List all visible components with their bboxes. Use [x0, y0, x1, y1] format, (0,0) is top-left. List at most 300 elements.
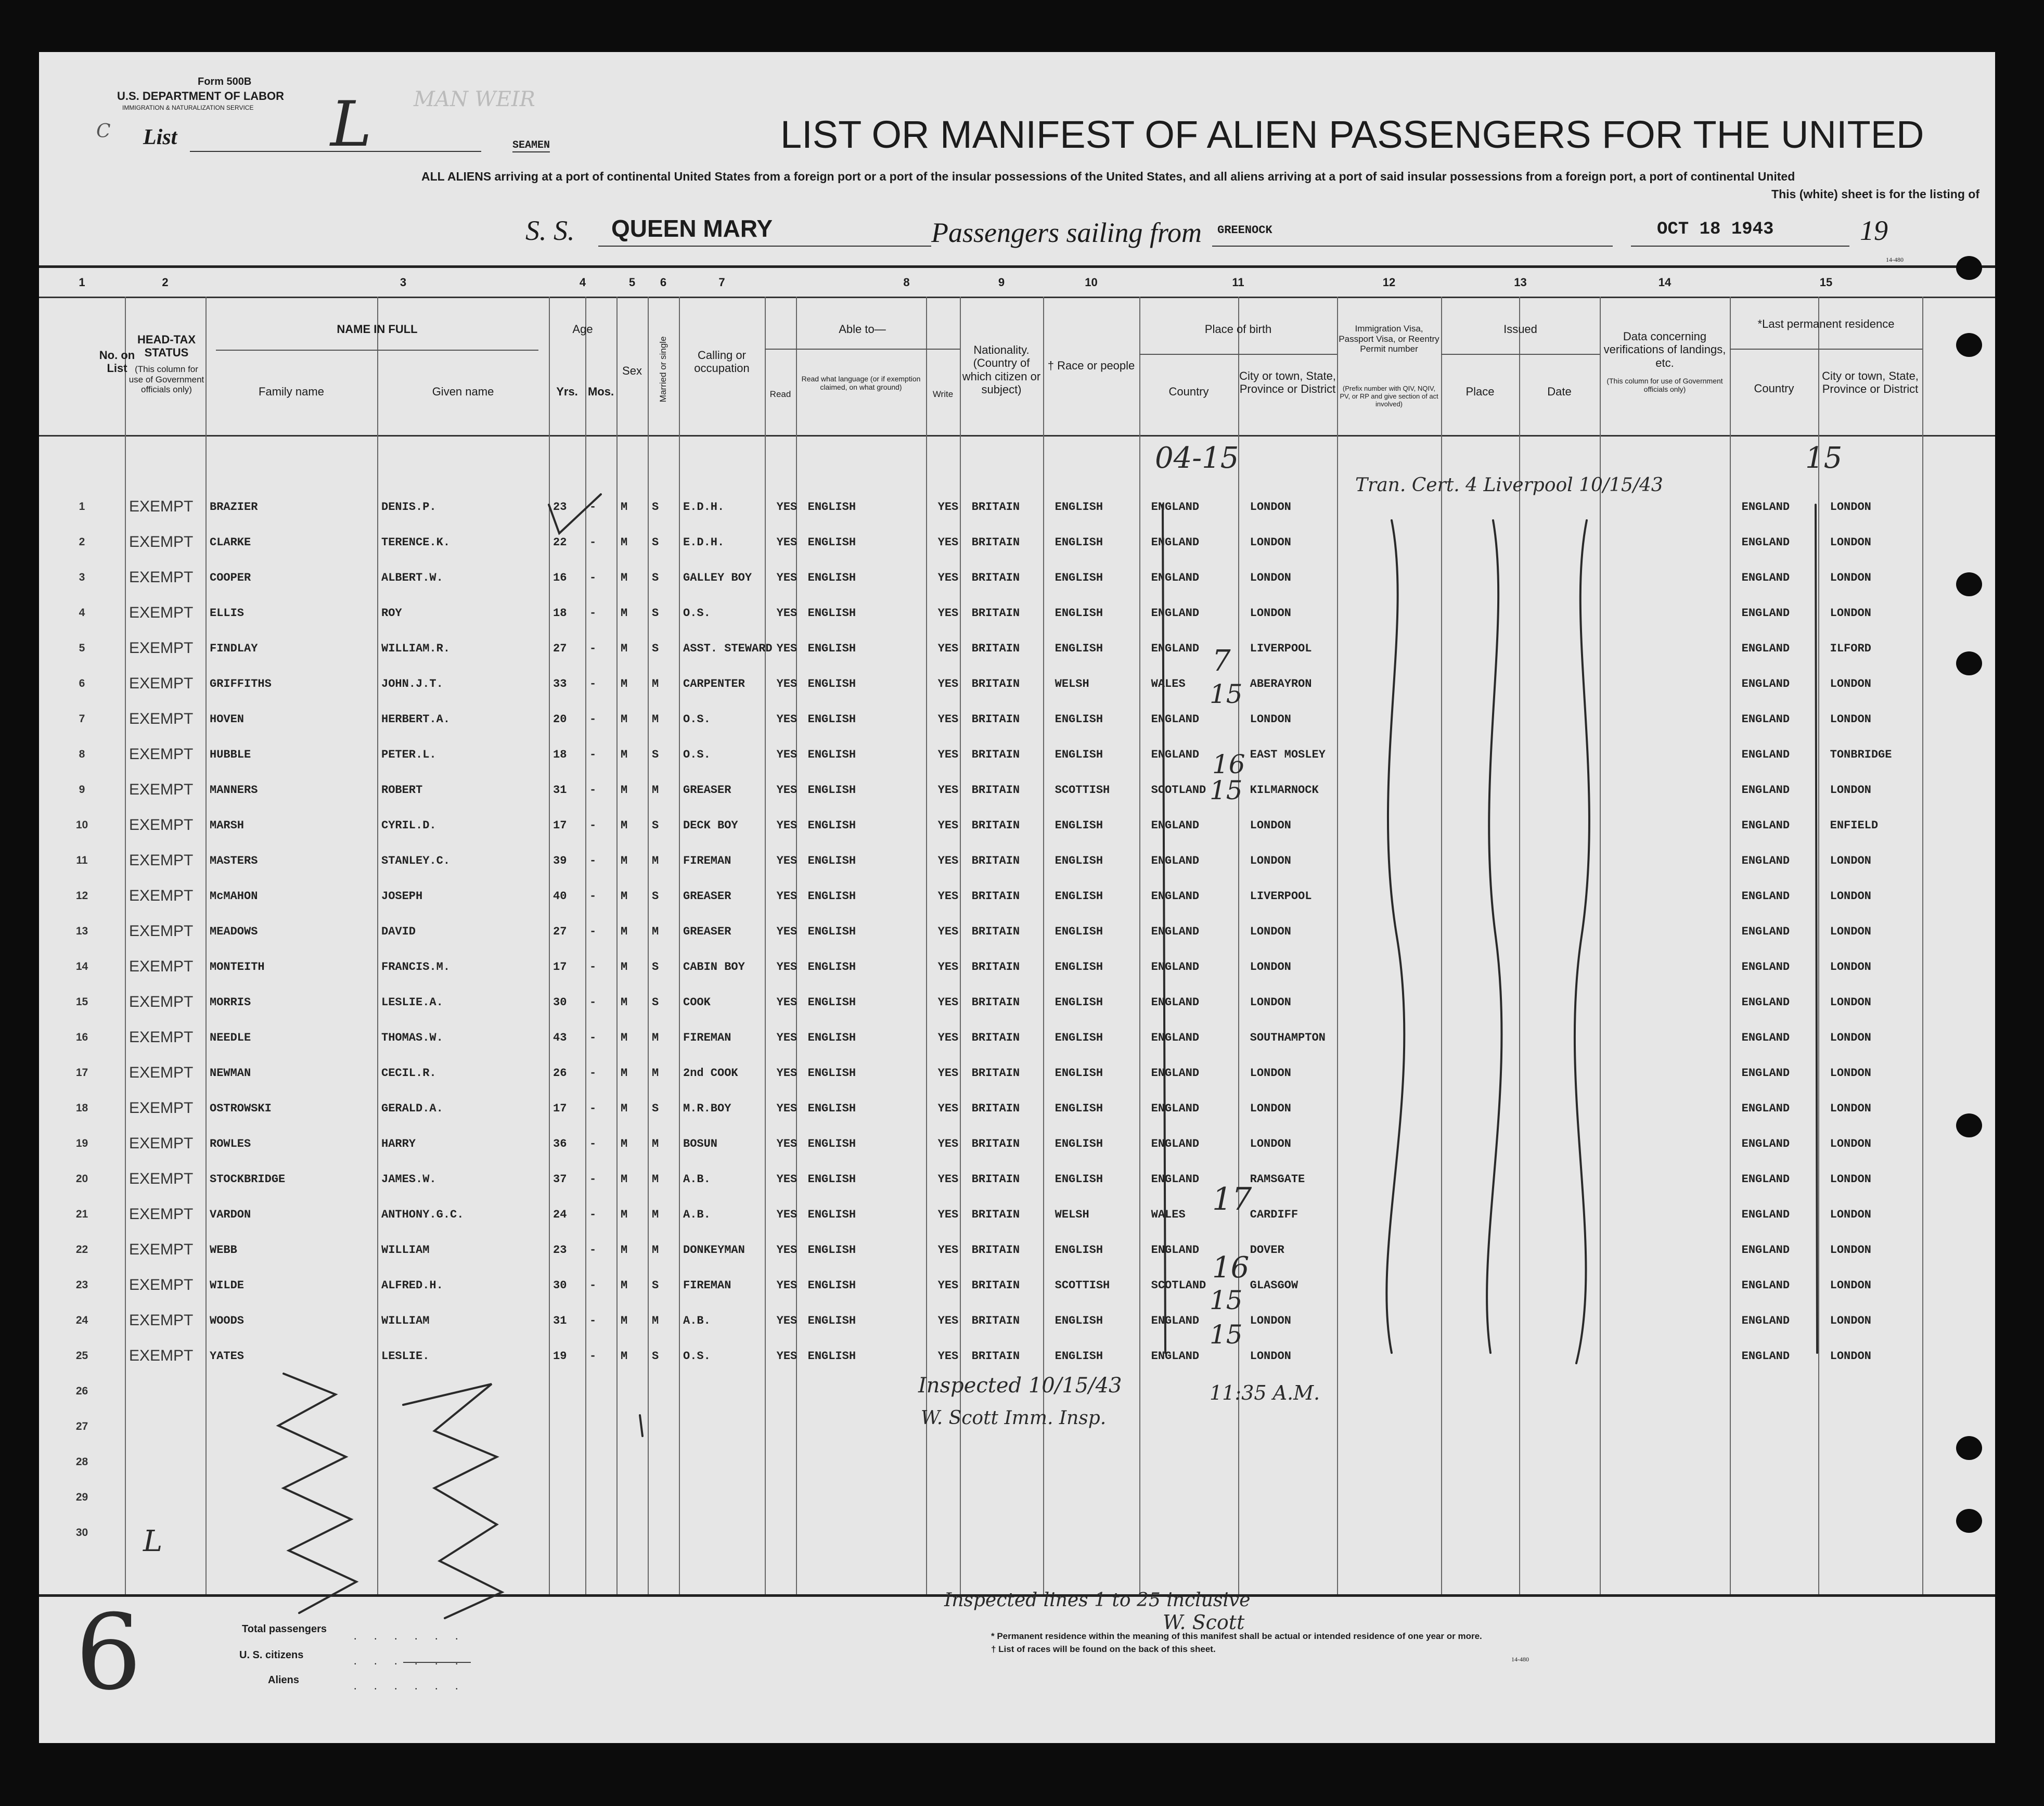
sex: M [621, 500, 628, 514]
punch-hole [1956, 1113, 1982, 1137]
can-read: YES [776, 1031, 798, 1044]
birth-country: ENGLAND [1151, 712, 1200, 726]
family-name: STOCKBRIDGE [210, 1172, 286, 1186]
residence-country: ENGLAND [1741, 748, 1790, 761]
col-number: 9 [998, 276, 1005, 289]
birth-country: ENGLAND [1151, 1172, 1200, 1186]
age-years: 20 [553, 712, 567, 726]
can-read: YES [776, 1349, 798, 1363]
can-read: YES [776, 854, 798, 867]
birth-city: LONDON [1250, 925, 1291, 938]
occupation: E.D.H. [683, 500, 725, 514]
read-language: ENGLISH [807, 535, 856, 549]
age-months: - [589, 1172, 597, 1186]
department: U.S. DEPARTMENT OF LABOR [117, 89, 285, 103]
punch-hole [1956, 1509, 1982, 1533]
birth-country: ENGLAND [1151, 1137, 1200, 1150]
nationality: BRITAIN [971, 1031, 1020, 1044]
birth-city: LONDON [1250, 1066, 1291, 1080]
age-years: 30 [553, 1278, 567, 1292]
can-read: YES [776, 995, 798, 1009]
can-read: YES [776, 925, 798, 938]
head-tax-status: EXEMPT [129, 1312, 194, 1329]
row-number: 24 [75, 1314, 88, 1326]
given-name: ALBERT.W. [381, 571, 443, 584]
nationality: BRITAIN [971, 748, 1020, 761]
given-name: LESLIE.A. [381, 995, 443, 1009]
occupation: O.S. [683, 712, 711, 726]
residence-country: ENGLAND [1741, 818, 1790, 832]
col-number: 15 [1819, 276, 1833, 289]
sex: M [621, 712, 628, 726]
married-status: S [652, 818, 659, 832]
nationality: BRITAIN [971, 925, 1020, 938]
married-status: M [652, 1137, 659, 1150]
sex: M [621, 783, 628, 797]
occupation: O.S. [683, 748, 711, 761]
read-language: ENGLISH [807, 1031, 856, 1044]
residence-country: ENGLAND [1741, 854, 1790, 867]
footer-note-2: † List of races will be found on the back of this sheet. [991, 1644, 1216, 1654]
head-tax-status: EXEMPT [129, 1206, 194, 1223]
sex: M [621, 677, 628, 690]
ditto-line-visa [1386, 520, 1404, 1353]
race: ENGLISH [1055, 889, 1103, 903]
age-years: 36 [553, 1137, 567, 1150]
race: ENGLISH [1055, 642, 1103, 655]
read-language: ENGLISH [807, 642, 856, 655]
family-name: MARSH [210, 818, 245, 832]
row-number: 11 [76, 854, 88, 866]
can-write: YES [937, 500, 959, 514]
nationality: BRITAIN [971, 1314, 1020, 1327]
head-tax-status: EXEMPT [129, 1241, 194, 1258]
married-status: S [652, 642, 659, 655]
birth-country: ENGLAND [1151, 1314, 1200, 1327]
row-number: 4 [79, 607, 85, 619]
form-code-top: 14-480 [1886, 256, 1904, 263]
header-res-country: Country [1754, 382, 1794, 395]
birth-country: ENGLAND [1151, 960, 1200, 974]
sex: M [621, 1349, 628, 1363]
residence-country: ENGLAND [1741, 1278, 1790, 1292]
race: ENGLISH [1055, 1349, 1103, 1363]
race: ENGLISH [1055, 712, 1103, 726]
married-status: S [652, 995, 659, 1009]
head-tax-status: EXEMPT [129, 569, 194, 586]
col-number: 5 [628, 276, 636, 289]
nationality: BRITAIN [971, 712, 1020, 726]
age-months: - [589, 712, 597, 726]
can-write: YES [937, 1066, 959, 1080]
row-number: 21 [75, 1208, 88, 1220]
sailing-label: Passengers sailing from [931, 217, 1202, 248]
can-read: YES [776, 677, 798, 690]
read-language: ENGLISH [807, 960, 856, 974]
birth-country: ENGLAND [1151, 1243, 1200, 1257]
read-language: ENGLISH [807, 1314, 856, 1327]
family-name: NEWMAN [210, 1066, 251, 1080]
age-months: - [589, 748, 597, 761]
residence-city: LONDON [1830, 606, 1871, 620]
col-number: 12 [1382, 276, 1396, 289]
married-status: S [652, 1101, 659, 1115]
residence-country: ENGLAND [1741, 960, 1790, 974]
header-read: Read [769, 389, 791, 399]
punch-hole [1956, 651, 1982, 675]
birth-city: LONDON [1250, 571, 1291, 584]
head-tax-status: EXEMPT [129, 1064, 194, 1081]
residence-city: TONBRIDGE [1830, 748, 1892, 761]
header-given-name: Given name [432, 385, 494, 398]
head-tax-status: EXEMPT [129, 781, 194, 798]
residence-country: ENGLAND [1741, 1137, 1790, 1150]
head-tax-status: EXEMPT [129, 993, 194, 1010]
can-write: YES [937, 1137, 959, 1150]
birth-city: LIVERPOOL [1250, 642, 1312, 655]
birth-city: KILMARNOCK [1250, 783, 1319, 797]
row-number: 23 [75, 1279, 88, 1291]
row-number: 12 [75, 890, 88, 902]
nationality: BRITAIN [971, 1172, 1020, 1186]
residence-country: ENGLAND [1741, 1243, 1790, 1257]
header-write: Write [932, 389, 954, 399]
hw-res-mark-top: 15 [1805, 441, 1843, 475]
read-language: ENGLISH [807, 571, 856, 584]
header-nationality: Nationality. (Country of which citizen or subject) [962, 343, 1041, 396]
read-language: ENGLISH [807, 712, 856, 726]
residence-country: ENGLAND [1741, 606, 1790, 620]
row-number: 14 [75, 960, 88, 972]
can-read: YES [776, 889, 798, 903]
age-months: - [589, 889, 597, 903]
header-landings: Data concerning verifications of landings, etc. [1603, 330, 1726, 369]
given-name: ROY [381, 606, 402, 620]
race: ENGLISH [1055, 1031, 1103, 1044]
age-months: - [589, 1243, 597, 1257]
age-months: - [589, 818, 597, 832]
age-months: - [589, 1208, 597, 1221]
occupation: FIREMAN [683, 1278, 731, 1292]
col-number: 11 [1232, 276, 1244, 289]
race: ENGLISH [1055, 1243, 1103, 1257]
row-number: 25 [75, 1350, 88, 1362]
can-read: YES [776, 1208, 798, 1221]
given-name: ALFRED.H. [381, 1278, 443, 1292]
sex: M [621, 1208, 628, 1221]
occupation: A.B. [683, 1208, 711, 1221]
ss-label: S. S. [525, 215, 575, 246]
punch-hole [1956, 256, 1982, 280]
header-visa: Immigration Visa, Passport Visa, or Reentry Permit number [1339, 324, 1439, 354]
can-write: YES [937, 960, 959, 974]
given-name: ANTHONY.G.C. [381, 1208, 464, 1221]
hw-inspected-note: Inspected 10/15/43 [918, 1374, 1122, 1398]
hw-big-numeral: 6 [75, 1592, 142, 1713]
married-status: M [652, 1208, 659, 1221]
row-number: 10 [75, 819, 88, 831]
manifest-page [39, 52, 1995, 1743]
family-name: MONTEITH [210, 960, 265, 974]
residence-city: LONDON [1830, 1349, 1871, 1363]
married-status: S [652, 535, 659, 549]
race: ENGLISH [1055, 995, 1103, 1009]
sex: M [621, 642, 628, 655]
age-months: - [589, 677, 597, 690]
age-months: - [589, 500, 597, 514]
read-language: ENGLISH [807, 818, 856, 832]
occupation: M.R.BOY [683, 1101, 731, 1115]
race: ENGLISH [1055, 925, 1103, 938]
age-months: - [589, 1314, 597, 1327]
sex: M [621, 1137, 628, 1150]
birth-country: ENGLAND [1151, 1349, 1200, 1363]
col-number: 14 [1658, 276, 1672, 289]
nationality: BRITAIN [971, 818, 1020, 832]
given-name: CECIL.R. [381, 1066, 436, 1080]
married-status: M [652, 783, 659, 797]
family-name: MASTERS [210, 854, 258, 867]
residence-country: ENGLAND [1741, 712, 1790, 726]
occupation: FIREMAN [683, 854, 731, 867]
head-tax-status: EXEMPT [129, 604, 194, 621]
occupation: CARPENTER [683, 677, 745, 690]
given-name: STANLEY.C. [381, 854, 451, 867]
row-number: 5 [79, 642, 85, 654]
family-name: WOODS [210, 1314, 245, 1327]
residence-country: ENGLAND [1741, 925, 1790, 938]
sex: M [621, 854, 628, 867]
can-read: YES [776, 535, 798, 549]
header-visa-note: (Prefix number with QIV, NQIV, PV, or RP and give section of act involved) [1340, 385, 1438, 408]
family-name: COOPER [210, 571, 251, 584]
can-read: YES [776, 1066, 798, 1080]
row-number: 20 [75, 1173, 88, 1185]
birth-country: ENGLAND [1151, 818, 1200, 832]
tick-mark-age-1 [549, 494, 601, 533]
read-language: ENGLISH [807, 1349, 856, 1363]
residence-city: LONDON [1830, 1101, 1871, 1115]
age-years: 23 [553, 500, 567, 514]
age-months: - [589, 1349, 597, 1363]
family-name: WEBB [210, 1243, 237, 1257]
footer-us-citizens: U. S. citizens [239, 1649, 304, 1661]
residence-city: ENFIELD [1830, 818, 1879, 832]
can-write: YES [937, 1278, 959, 1292]
header-birth-city: City or town, State, Province or District [1239, 369, 1336, 396]
nationality: BRITAIN [971, 677, 1020, 690]
residence-city: LONDON [1830, 1243, 1871, 1257]
race: ENGLISH [1055, 1066, 1103, 1080]
row-number: 1 [79, 501, 85, 513]
can-read: YES [776, 818, 798, 832]
header-issued-date: Date [1547, 385, 1572, 398]
hw-mark-scotland-9: 16 [1212, 749, 1245, 779]
row-number: 19 [75, 1137, 88, 1149]
occupation: CABIN BOY [683, 960, 745, 974]
can-read: YES [776, 960, 798, 974]
header-married: Married or single [658, 336, 669, 403]
age-years: 18 [553, 606, 567, 620]
age-months: - [589, 571, 597, 584]
birth-city: LONDON [1250, 995, 1291, 1009]
residence-city: LONDON [1830, 1172, 1871, 1186]
can-write: YES [937, 571, 959, 584]
birth-country: SCOTLAND [1151, 1278, 1206, 1292]
can-write: YES [937, 1314, 959, 1327]
residence-country: ENGLAND [1741, 535, 1790, 549]
footer-code: 14-480 [1511, 1656, 1529, 1663]
married-status: M [652, 1031, 659, 1044]
header-mos: Mos. [587, 385, 614, 398]
married-status: S [652, 500, 659, 514]
race: ENGLISH [1055, 571, 1103, 584]
punch-hole [1956, 572, 1982, 596]
can-write: YES [937, 1349, 959, 1363]
nationality: BRITAIN [971, 854, 1020, 867]
birth-city: LONDON [1250, 712, 1291, 726]
residence-city: LONDON [1830, 1066, 1871, 1080]
family-name: HOVEN [210, 712, 245, 726]
family-name: ROWLES [210, 1137, 251, 1150]
header-race: † Race or people [1047, 359, 1135, 372]
age-months: - [589, 1031, 597, 1044]
residence-country: ENGLAND [1741, 1208, 1790, 1221]
given-name: ROBERT [381, 783, 423, 797]
head-tax-status: EXEMPT [129, 533, 194, 550]
birth-city: LONDON [1250, 500, 1291, 514]
col-number: 6 [660, 276, 667, 289]
header-sex: Sex [622, 364, 642, 377]
birth-country: ENGLAND [1151, 854, 1200, 867]
birth-city: LONDON [1250, 1349, 1291, 1363]
birth-country: ENGLAND [1151, 500, 1200, 514]
head-tax-status: EXEMPT [129, 1170, 194, 1187]
birth-country: ENGLAND [1151, 1031, 1200, 1044]
residence-city: LONDON [1830, 995, 1871, 1009]
birth-city: LONDON [1250, 1101, 1291, 1115]
col-number: 7 [718, 276, 725, 289]
residence-city: LONDON [1830, 712, 1871, 726]
read-language: ENGLISH [807, 1208, 856, 1221]
header-landings-note: (This column for use of Government officials only) [1606, 377, 1723, 394]
residence-city: LONDON [1830, 1278, 1871, 1292]
sex: M [621, 995, 628, 1009]
hw-birth-marks-top: 04-15 [1155, 441, 1239, 475]
can-write: YES [937, 712, 959, 726]
age-years: 24 [553, 1208, 567, 1221]
age-months: - [589, 960, 597, 974]
read-language: ENGLISH [807, 1243, 856, 1257]
age-months: - [589, 642, 597, 655]
age-years: 17 [553, 960, 567, 974]
family-name: YATES [210, 1349, 245, 1363]
hw-mark-wales-6: 7 [1212, 644, 1231, 678]
occupation: GREASER [683, 925, 731, 938]
intro-line-1: ALL ALIENS arriving at a port of continental United States from a foreign port or a port of the insular possessions of the United States, and all aliens arriving at a port of said insular possessions from a foreign port, a port of continental United [421, 170, 1795, 183]
age-months: - [589, 925, 597, 938]
birth-city: LONDON [1250, 535, 1291, 549]
residence-country: ENGLAND [1741, 1101, 1790, 1115]
age-years: 37 [553, 1172, 567, 1186]
residence-country: ENGLAND [1741, 677, 1790, 690]
birth-city: EAST MOSLEY [1250, 748, 1326, 761]
footer-total-passengers: Total passengers [242, 1623, 327, 1635]
head-tax-status: EXEMPT [129, 958, 194, 975]
seamen-label: SEAMEN [512, 139, 550, 151]
read-language: ENGLISH [807, 854, 856, 867]
ditto-line-date [1575, 520, 1589, 1363]
sex: M [621, 889, 628, 903]
family-name: McMAHON [210, 889, 258, 903]
family-name: OSTROWSKI [210, 1101, 272, 1115]
residence-city: LONDON [1830, 854, 1871, 867]
occupation: DECK BOY [683, 818, 738, 832]
nationality: BRITAIN [971, 1278, 1020, 1292]
residence-city: LONDON [1830, 889, 1871, 903]
birth-country: SCOTLAND [1151, 783, 1206, 797]
sex: M [621, 1314, 628, 1327]
birth-city: RAMSGATE [1250, 1172, 1305, 1186]
read-language: ENGLISH [807, 1137, 856, 1150]
race: WELSH [1055, 677, 1089, 690]
hw-bottom-inspected: Inspected lines 1 to 25 inclusive [944, 1590, 1251, 1611]
family-name: NEEDLE [210, 1031, 251, 1044]
occupation: E.D.H. [683, 535, 725, 549]
service: IMMIGRATION & NATURALIZATION SERVICE [122, 104, 254, 111]
race: ENGLISH [1055, 1172, 1103, 1186]
date-stamp: OCT 18 1943 [1657, 220, 1774, 239]
year-label: 19 [1860, 215, 1888, 246]
age-months: - [589, 606, 597, 620]
married-status: M [652, 1314, 659, 1327]
ditto-line-birth-country [1163, 505, 1165, 1353]
col-number: 3 [400, 276, 407, 289]
can-read: YES [776, 712, 798, 726]
head-tax-status: EXEMPT [129, 852, 194, 869]
header-able-to: Able to— [839, 323, 886, 336]
sex: M [621, 571, 628, 584]
header-head-tax: HEAD-TAX STATUS [137, 333, 196, 360]
header-issued-place: Place [1465, 385, 1495, 398]
row-number: 18 [75, 1102, 88, 1114]
head-tax-status: EXEMPT [129, 710, 194, 727]
birth-country: ENGLAND [1151, 1066, 1200, 1080]
race: WELSH [1055, 1208, 1089, 1221]
race: ENGLISH [1055, 818, 1103, 832]
birth-country: ENGLAND [1151, 1101, 1200, 1115]
ditto-line-place [1487, 520, 1501, 1353]
residence-city: LONDON [1830, 960, 1871, 974]
occupation: A.B. [683, 1314, 711, 1327]
hw-mark-wales-21: 17 [1212, 1181, 1252, 1218]
occupation: GREASER [683, 783, 731, 797]
header-no-on-list: No. on List [99, 349, 135, 375]
can-write: YES [937, 1208, 959, 1221]
sex: M [621, 1101, 628, 1115]
col-number: 2 [162, 276, 169, 289]
head-tax-status: EXEMPT [129, 1347, 194, 1364]
can-write: YES [937, 818, 959, 832]
page-title: LIST OR MANIFEST OF ALIEN PASSENGERS FOR THE UNITED [780, 113, 1924, 156]
given-name: WILLIAM [381, 1314, 430, 1327]
given-name: TERENCE.K. [381, 535, 451, 549]
hw-mark-7: 15 [1210, 679, 1243, 709]
ditto-line-res-country [1816, 505, 1817, 1353]
header-yrs: Yrs. [556, 385, 578, 398]
occupation: BOSUN [683, 1137, 718, 1150]
header-head-tax-note: (This column for use of Government officials only) [128, 364, 204, 395]
